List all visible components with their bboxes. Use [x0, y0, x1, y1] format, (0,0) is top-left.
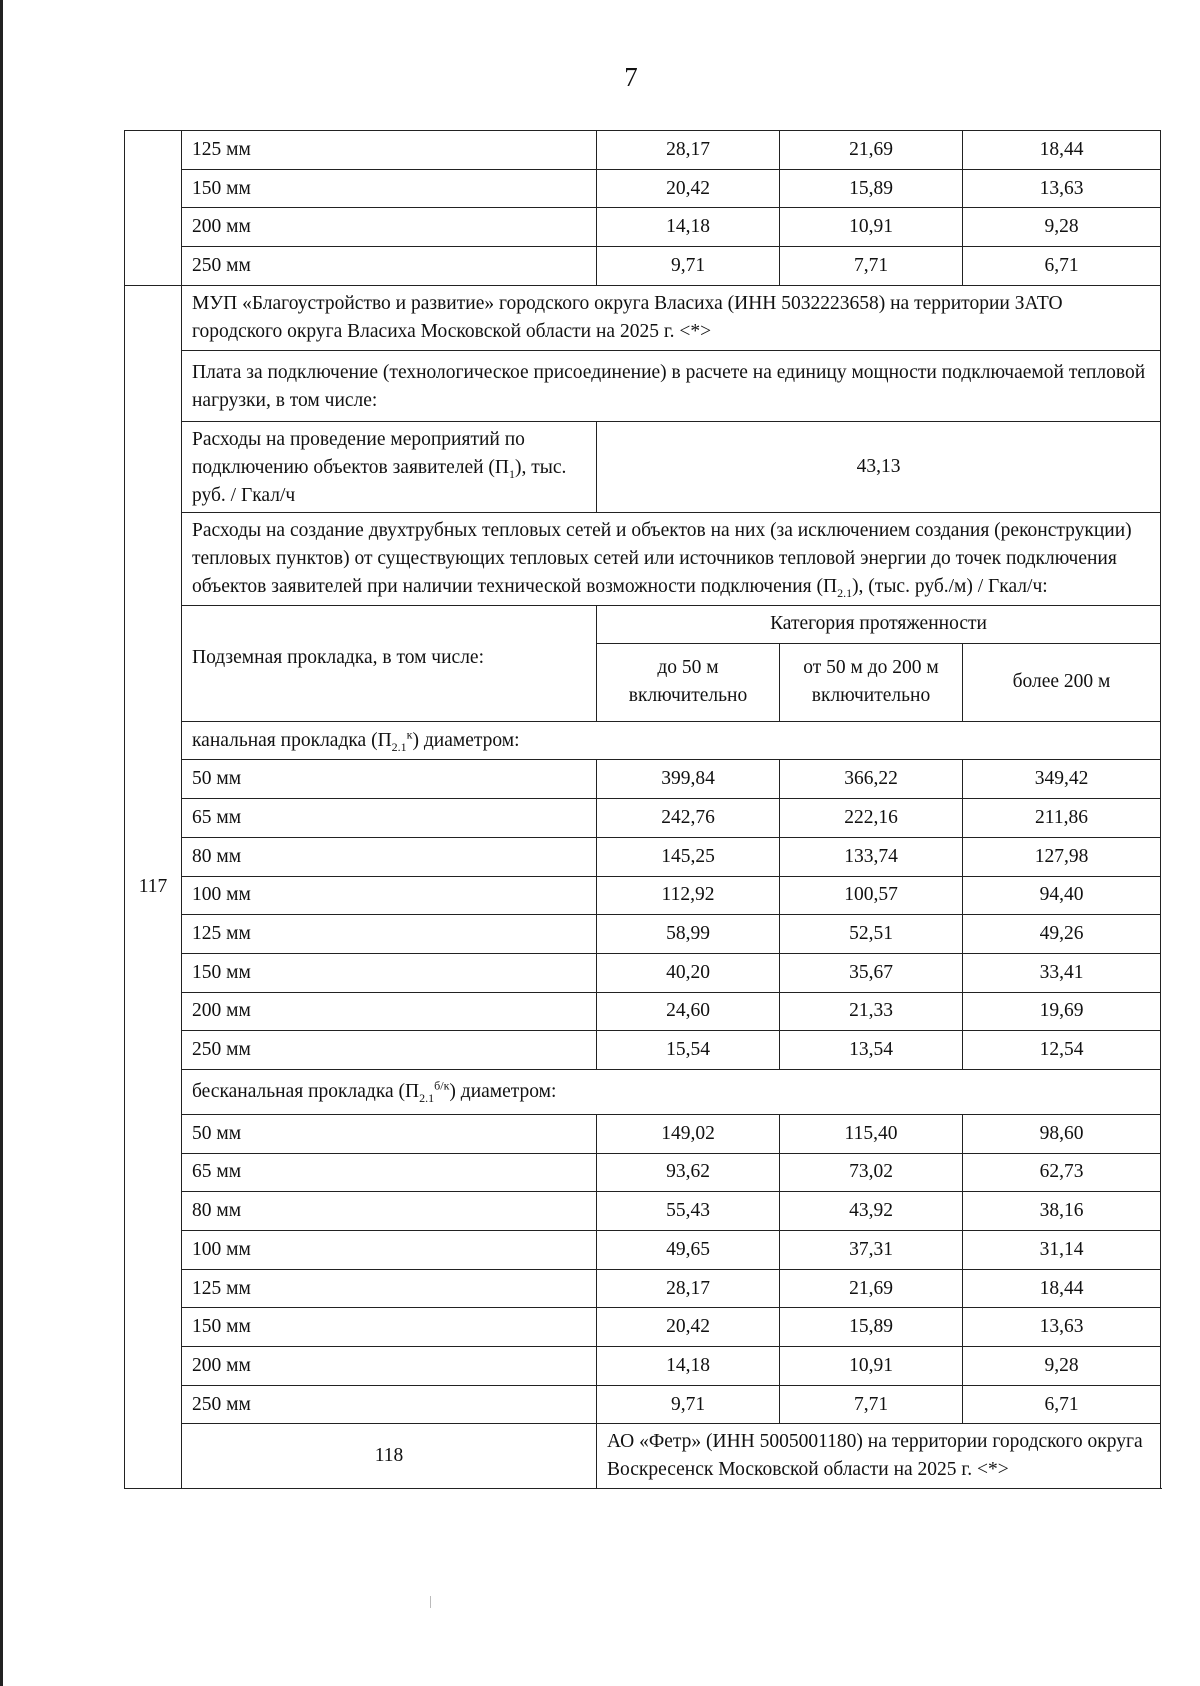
value-upto-50m: 40,20 — [597, 953, 780, 992]
underground-label: Подземная прокладка, в том числе: — [182, 605, 597, 721]
value-50-200m: 21,69 — [780, 131, 963, 170]
value-upto-50m: 9,71 — [597, 247, 780, 286]
value-50-200m: 73,02 — [780, 1153, 963, 1192]
value-upto-50m: 20,42 — [597, 169, 780, 208]
p21-row — [125, 512, 1161, 605]
value-upto-50m: 93,62 — [597, 1153, 780, 1192]
row-label: 200 мм — [182, 992, 597, 1031]
value-50-200m: 10,91 — [780, 1347, 963, 1386]
row-label: 65 мм — [182, 799, 597, 838]
row-label: 125 мм — [182, 1269, 597, 1308]
table-row — [125, 876, 1161, 915]
value-over-200m: 12,54 — [963, 1031, 1161, 1070]
table-row — [125, 799, 1161, 838]
channel-label-row — [125, 721, 1161, 760]
fee-heading: Плата за подключение (технологическое присоединение) в расчете на единицу мощности подключаемой тепловой нагрузки, в том числе: — [182, 350, 1161, 421]
table-row — [125, 1347, 1161, 1386]
page-number: 7 — [624, 62, 638, 92]
value-over-200m: 98,60 — [963, 1114, 1161, 1153]
value-over-200m: 31,14 — [963, 1231, 1161, 1270]
value-over-200m: 94,40 — [963, 876, 1161, 915]
table-row — [125, 1153, 1161, 1192]
value-over-200m: 49,26 — [963, 915, 1161, 954]
value-50-200m: 115,40 — [780, 1114, 963, 1153]
value-upto-50m: 145,25 — [597, 837, 780, 876]
value-50-200m: 100,57 — [780, 876, 963, 915]
table-row — [125, 247, 1161, 286]
table-row — [125, 1308, 1161, 1347]
value-50-200m: 222,16 — [780, 799, 963, 838]
fee-heading-row — [125, 350, 1161, 421]
row-label: 250 мм — [182, 247, 597, 286]
entry-title: АО «Фетр» (ИНН 5005001180) на территории городского округа Воскресенск Московской области на 2025 г. <*> — [597, 1424, 1161, 1489]
value-50-200m: 15,89 — [780, 1308, 963, 1347]
value-over-200m: 9,28 — [963, 1347, 1161, 1386]
row-label: 65 мм — [182, 1153, 597, 1192]
row-label: 80 мм — [182, 837, 597, 876]
value-upto-50m: 149,02 — [597, 1114, 780, 1153]
scan-edge — [0, 0, 3, 1686]
row-label: 150 мм — [182, 953, 597, 992]
value-upto-50m: 15,54 — [597, 1031, 780, 1070]
value-50-200m: 13,54 — [780, 1031, 963, 1070]
value-upto-50m: 49,65 — [597, 1231, 780, 1270]
value-over-200m: 62,73 — [963, 1153, 1161, 1192]
row-label: 250 мм — [182, 1031, 597, 1070]
value-upto-50m: 14,18 — [597, 208, 780, 247]
value-over-200m: 6,71 — [963, 247, 1161, 286]
row-label: 50 мм — [182, 1114, 597, 1153]
value-upto-50m: 58,99 — [597, 915, 780, 954]
entry-118-row — [125, 1424, 1161, 1489]
table-row — [125, 760, 1161, 799]
channelless-label: бесканальная прокладка $(П_{2.1}^{б/к})$ диаметром: — [182, 1069, 1161, 1114]
value-upto-50m: 242,76 — [597, 799, 780, 838]
value-over-200m: 18,44 — [963, 131, 1161, 170]
table-row — [125, 208, 1161, 247]
scan-speck — [430, 1596, 431, 1608]
table-row — [125, 1031, 1161, 1070]
row-label: 80 мм — [182, 1192, 597, 1231]
row-label: 250 мм — [182, 1385, 597, 1424]
value-50-200m: 133,74 — [780, 837, 963, 876]
p1-label: Расходы на проведение мероприятий по подключению объектов заявителей $(П_1)$, тыс. руб. / Гкал/ч — [182, 421, 597, 512]
value-over-200m: 19,69 — [963, 992, 1161, 1031]
row-label: 200 мм — [182, 1347, 597, 1386]
p1-row — [125, 421, 1161, 512]
value-50-200m: 21,33 — [780, 992, 963, 1031]
row-label: 125 мм — [182, 131, 597, 170]
table-row — [125, 953, 1161, 992]
entry-number: 118 — [182, 1424, 597, 1489]
value-upto-50m: 112,92 — [597, 876, 780, 915]
value-upto-50m: 55,43 — [597, 1192, 780, 1231]
channelless-label-row — [125, 1069, 1161, 1114]
value-over-200m: 9,28 — [963, 208, 1161, 247]
category-header: Категория протяженности — [597, 605, 1161, 643]
row-label: 125 мм — [182, 915, 597, 954]
row-label: 100 мм — [182, 876, 597, 915]
category-header-row — [125, 605, 1161, 643]
channel-label: канальная прокладка $(П_{2.1}^к)$ диаметром: — [182, 721, 1161, 760]
table-row — [125, 837, 1161, 876]
value-upto-50m: 14,18 — [597, 1347, 780, 1386]
value-upto-50m: 20,42 — [597, 1308, 780, 1347]
row-label: 50 мм — [182, 760, 597, 799]
table-row — [125, 1114, 1161, 1153]
value-upto-50m: 24,60 — [597, 992, 780, 1031]
value-50-200m: 7,71 — [780, 247, 963, 286]
row-label: 200 мм — [182, 208, 597, 247]
row-label: 150 мм — [182, 169, 597, 208]
p1-value: 43,13 — [597, 421, 1161, 512]
col3-header: более 200 м — [963, 643, 1161, 721]
value-over-200m: 13,63 — [963, 169, 1161, 208]
table-row — [125, 131, 1161, 170]
tariff-table — [124, 130, 1161, 1489]
value-over-200m: 38,16 — [963, 1192, 1161, 1231]
value-over-200m: 211,86 — [963, 799, 1161, 838]
table-row — [125, 1269, 1161, 1308]
value-upto-50m: 399,84 — [597, 760, 780, 799]
value-50-200m: 43,92 — [780, 1192, 963, 1231]
entry-117-title-row — [125, 285, 1161, 350]
value-upto-50m: 28,17 — [597, 131, 780, 170]
table-row — [125, 915, 1161, 954]
value-50-200m: 21,69 — [780, 1269, 963, 1308]
value-50-200m: 366,22 — [780, 760, 963, 799]
continued-number-cell — [125, 131, 182, 286]
row-label: 150 мм — [182, 1308, 597, 1347]
value-50-200m: 37,31 — [780, 1231, 963, 1270]
entry-number: 117 — [125, 285, 182, 1489]
table-row — [125, 1231, 1161, 1270]
tariff-table-body — [125, 131, 1161, 1489]
p21-label: Расходы на создание двухтрубных тепловых сетей и объектов на них (за исключением создания (реконструкции) тепловых пунктов) от существующих тепловых сетей или источников тепловой энергии до точек подключения объектов заявителей при наличии технической возможности подключения $(П_{2.1})$, (тыс. руб./м) / Гкал/ч: — [182, 512, 1161, 605]
value-over-200m: 33,41 — [963, 953, 1161, 992]
value-over-200m: 18,44 — [963, 1269, 1161, 1308]
value-50-200m: 15,89 — [780, 169, 963, 208]
value-over-200m: 13,63 — [963, 1308, 1161, 1347]
table-row — [125, 992, 1161, 1031]
value-50-200m: 7,71 — [780, 1385, 963, 1424]
col1-header: до 50 м включительно — [597, 643, 780, 721]
col2-header: от 50 м до 200 м включительно — [780, 643, 963, 721]
value-over-200m: 127,98 — [963, 837, 1161, 876]
entry-title: МУП «Благоустройство и развитие» городского округа Власиха (ИНН 5032223658) на территории ЗАТО городского округа Власиха Московской области на 2025 г. <*> — [182, 285, 1161, 350]
value-over-200m: 349,42 — [963, 760, 1161, 799]
value-50-200m: 52,51 — [780, 915, 963, 954]
value-over-200m: 6,71 — [963, 1385, 1161, 1424]
table-row — [125, 1385, 1161, 1424]
table-row — [125, 1192, 1161, 1231]
value-upto-50m: 28,17 — [597, 1269, 780, 1308]
value-50-200m: 10,91 — [780, 208, 963, 247]
row-label: 100 мм — [182, 1231, 597, 1270]
table-row — [125, 169, 1161, 208]
value-50-200m: 35,67 — [780, 953, 963, 992]
value-upto-50m: 9,71 — [597, 1385, 780, 1424]
